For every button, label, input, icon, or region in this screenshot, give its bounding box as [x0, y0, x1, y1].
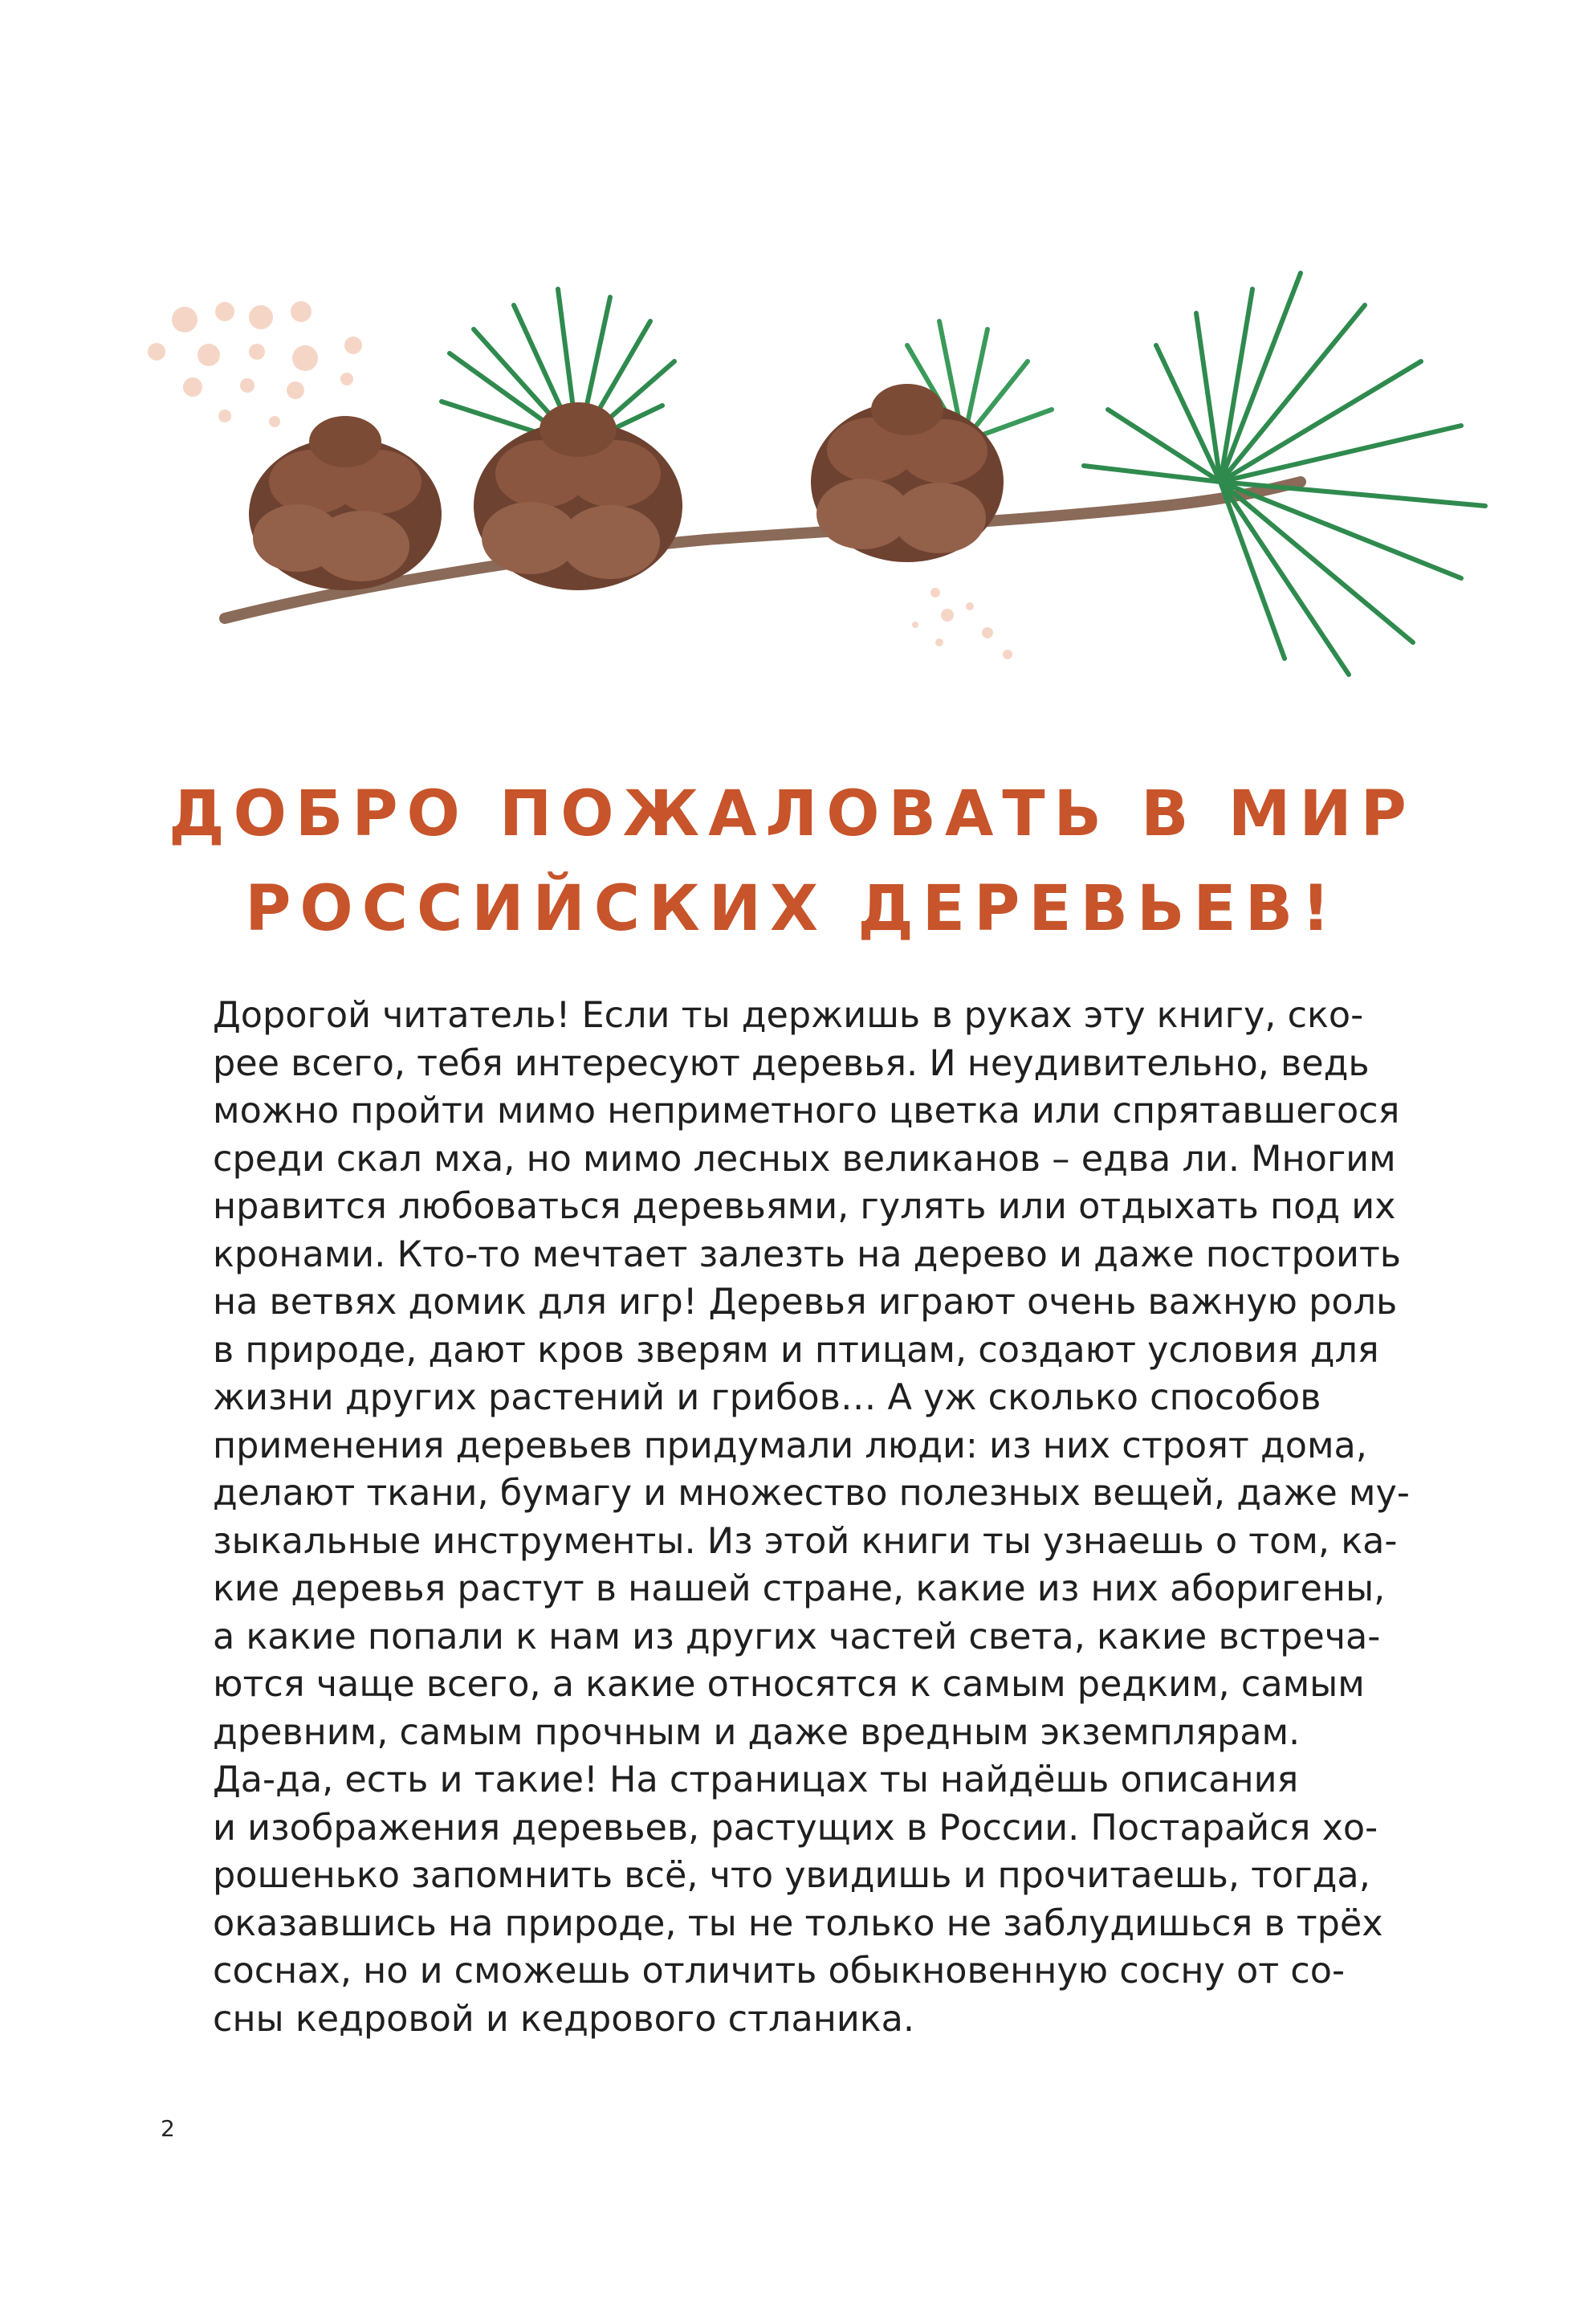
- paragraph-line: нравится любоваться деревьями, гулять или отдыхать под их: [213, 1186, 1396, 1227]
- paragraph-line: в природе, дают кров зверям и птицам, создают условия для: [213, 1329, 1379, 1371]
- paragraph-line: Дорогой читатель! Если ты держишь в руках эту книгу, ско-: [213, 995, 1364, 1036]
- larch-branch-illustration: [96, 241, 1525, 723]
- paragraph-line: применения деревьев придумали люди: из них строят дома,: [213, 1425, 1367, 1466]
- paragraph-line: соснах, но и сможешь отличить обыкновенную сосну от со-: [213, 1951, 1346, 1992]
- paragraph-line: можно пройти мимо неприметного цветка или спрятавшегося: [213, 1091, 1400, 1131]
- cone-2-icon: [474, 402, 682, 590]
- page-title-line-1: ДОБРО ПОЖАЛОВАТЬ В МИР: [169, 778, 1415, 850]
- cone-1-icon: [249, 416, 442, 590]
- paragraph-line: рее всего, тебя интересуют деревья. И неудивительно, ведь: [213, 1042, 1370, 1084]
- paragraph-line: на ветвях домик для игр! Деревья играют очень важную роль: [213, 1282, 1398, 1323]
- paragraph-line: Да-да, есть и такие! На страницах ты найдёшь описания: [213, 1759, 1299, 1800]
- paragraph-line: жизни других растений и грибов… А уж сколько способов: [213, 1377, 1321, 1418]
- paragraph-line: кие деревья растут в нашей стране, какие из них аборигены,: [213, 1568, 1386, 1609]
- paragraph-line: среди скал мха, но мимо лесных великанов – едва ли. Многим: [213, 1138, 1396, 1180]
- paragraph-line: кронами. Кто-то мечтает залезть на дерево и даже построить: [213, 1233, 1402, 1275]
- paragraph-line: рошенько запомнить всё, что увидишь и прочитаешь, тогда,: [213, 1855, 1370, 1896]
- paragraph-line: древним, самым прочным и даже вредным экземплярам.: [213, 1711, 1301, 1753]
- intro-paragraph: [213, 992, 1410, 2043]
- cone-3-icon: [811, 384, 1004, 562]
- paragraph-line: зыкальные инструменты. Из этой книги ты узнаешь о том, ка-: [213, 1520, 1398, 1562]
- paragraph-line: и изображения деревьев, растущих в России. Постарайся хо-: [213, 1807, 1378, 1849]
- paragraph-line: оказавшись на природе, ты не только не заблудишься в трёх: [213, 1902, 1383, 1944]
- paragraph-line: ются чаще всего, а какие относятся к самым редким, самым: [213, 1664, 1365, 1705]
- paragraph-line: делают ткани, бумагу и множество полезных вещей, даже му-: [213, 1473, 1410, 1514]
- needle-cluster-right: [1084, 273, 1485, 675]
- page-title: [0, 767, 1584, 956]
- paragraph-line: сны кедровой и кедрового стланика.: [213, 1998, 915, 2040]
- paragraph-line: а какие попали к нам из других частей света, какие встреча-: [213, 1616, 1381, 1657]
- page-title-line-2: РОССИЙСКИХ ДЕРЕВЬЕВ!: [245, 873, 1339, 945]
- page-number: 2: [161, 2115, 175, 2142]
